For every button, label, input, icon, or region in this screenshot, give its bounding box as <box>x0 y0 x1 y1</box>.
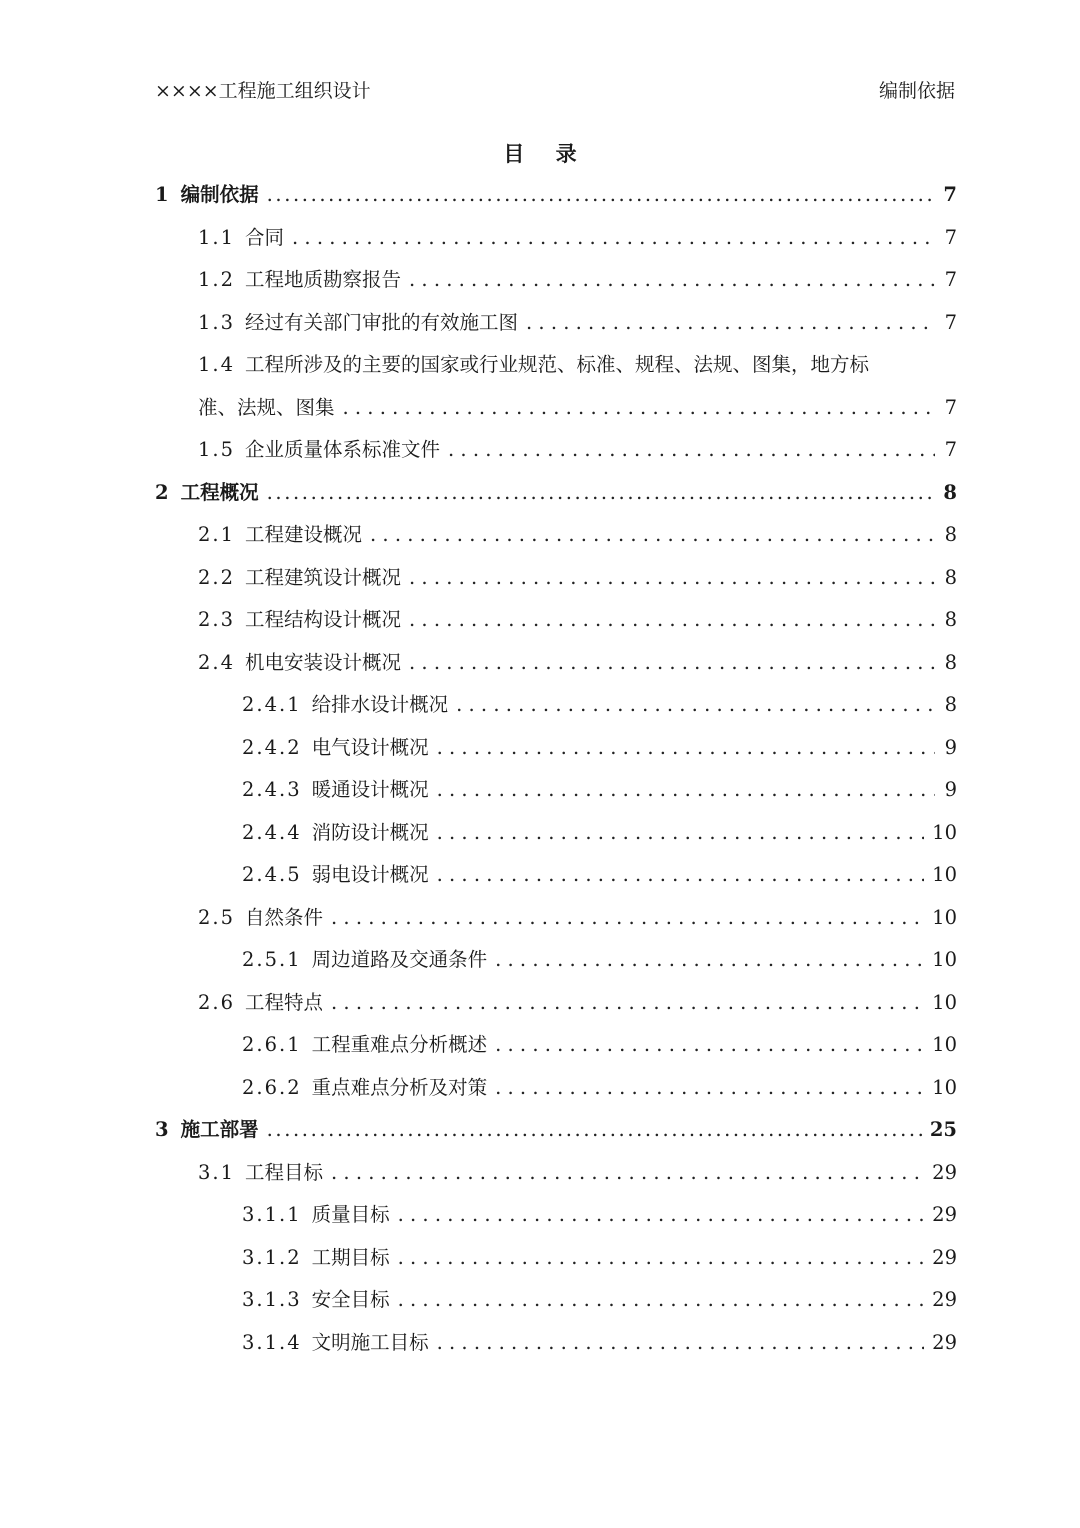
toc-entry-title: 自然条件 <box>245 905 324 929</box>
toc-entry-number: 1.1 <box>198 225 236 249</box>
toc-dot-leader <box>292 217 935 260</box>
toc-entry-page-number: 29 <box>932 1203 957 1226</box>
toc-entry[interactable] <box>155 812 957 855</box>
toc-dot-leader <box>331 897 924 940</box>
toc-entry-number: 1.4 <box>198 353 236 376</box>
toc-entry-page-number: 10 <box>932 863 957 886</box>
toc-entry-page-number: 9 <box>944 778 957 801</box>
toc-entry-title: 弱电设计概况 <box>311 863 429 886</box>
toc-entry[interactable] <box>155 939 957 982</box>
toc-entry-number: 1 <box>155 183 169 206</box>
toc-entry-title: 准、法规、图集 <box>198 395 335 419</box>
toc-entry-page-number: 8 <box>944 565 957 589</box>
toc-entry-number: 3 <box>155 1118 169 1141</box>
toc-entry-number: 2.4.3 <box>242 778 302 801</box>
toc-entry-page-number: 8 <box>944 523 957 546</box>
toc-dot-leader <box>398 1237 925 1280</box>
toc-entry[interactable] <box>155 1322 957 1365</box>
toc-dot-leader <box>495 939 924 982</box>
toc-entry[interactable] <box>155 472 957 515</box>
document-title: ××××工程施工组织设计 <box>155 80 371 102</box>
toc-entry-page-number: 10 <box>932 948 957 971</box>
toc-dot-leader <box>267 472 935 515</box>
toc-entry[interactable] <box>155 897 957 940</box>
toc-entry-page-number: 7 <box>944 310 957 334</box>
toc-dot-leader <box>343 387 935 430</box>
toc-entry-number: 2.4.2 <box>242 735 302 759</box>
toc-entry-page-number: 8 <box>944 650 957 674</box>
toc-dot-leader <box>437 1322 925 1365</box>
table-of-contents <box>155 174 957 1364</box>
toc-entry[interactable] <box>155 1067 957 1110</box>
toc-entry-number: 2.4 <box>198 650 236 674</box>
toc-dot-leader <box>495 1067 924 1110</box>
toc-entry-title: 电气设计概况 <box>311 735 429 759</box>
toc-dot-leader <box>409 642 935 685</box>
toc-dot-leader <box>409 599 935 642</box>
toc-entry-number: 1.5 <box>198 438 236 461</box>
toc-dot-leader <box>526 302 935 345</box>
toc-entry-title: 重点难点分析及对策 <box>311 1075 488 1099</box>
toc-dot-leader <box>370 514 935 557</box>
toc-entry[interactable] <box>155 642 957 685</box>
toc-dot-leader <box>331 982 924 1025</box>
toc-entry-number: 3.1.2 <box>242 1245 302 1269</box>
toc-entry-number: 2.6.1 <box>242 1033 302 1056</box>
toc-dot-leader <box>456 684 935 727</box>
toc-entry-title: 工程重难点分析概述 <box>311 1033 488 1056</box>
toc-dot-leader <box>398 1279 925 1322</box>
toc-dot-leader <box>437 769 935 812</box>
toc-entry[interactable] <box>155 514 957 557</box>
toc-entry-number: 2.6 <box>198 990 236 1014</box>
toc-entry-page-number: 29 <box>932 1160 957 1184</box>
toc-entry-number: 1.3 <box>198 310 236 334</box>
toc-entry[interactable] <box>155 982 957 1025</box>
toc-entry[interactable] <box>155 599 957 642</box>
toc-entry-number: 2 <box>155 480 169 504</box>
toc-entry-number: 2.4.4 <box>242 820 302 844</box>
toc-entry[interactable] <box>155 1279 957 1322</box>
toc-entry-page-number: 10 <box>932 820 957 844</box>
toc-dot-leader <box>409 259 935 302</box>
toc-dot-leader <box>398 1194 925 1237</box>
toc-dot-leader <box>267 174 935 217</box>
toc-entry-page-number: 10 <box>932 1033 957 1056</box>
toc-entry-title: 工期目标 <box>311 1245 390 1269</box>
page-header <box>155 76 955 104</box>
toc-entry-number: 2.1 <box>198 523 236 546</box>
toc-entry[interactable] <box>155 217 957 260</box>
toc-entry-page-number: 8 <box>943 480 957 504</box>
toc-entry-page-number: 8 <box>944 693 957 716</box>
toc-title: 目 录 <box>503 141 589 166</box>
toc-entry[interactable] <box>155 259 957 302</box>
toc-entry[interactable] <box>155 344 957 387</box>
toc-entry-number: 3.1.3 <box>242 1288 302 1311</box>
toc-dot-leader <box>437 854 925 897</box>
toc-dot-leader <box>437 727 935 770</box>
toc-entry-number: 2.6.2 <box>242 1075 302 1099</box>
toc-entry-number: 2.4.5 <box>242 863 302 886</box>
toc-entry-title: 文明施工目标 <box>311 1330 429 1354</box>
toc-entry-title: 安全目标 <box>311 1288 390 1311</box>
toc-dot-leader <box>409 557 935 600</box>
toc-entry-title: 给排水设计概况 <box>311 693 449 716</box>
toc-entry[interactable] <box>155 302 957 345</box>
toc-entry-number: 2.5.1 <box>242 948 302 971</box>
toc-entry[interactable] <box>155 854 957 897</box>
toc-dot-leader <box>495 1024 924 1067</box>
toc-entry-number: 2.5 <box>198 905 236 929</box>
toc-entry-title: 企业质量体系标准文件 <box>245 438 441 461</box>
toc-entry-page-number: 25 <box>929 1118 957 1141</box>
toc-entry-number: 2.3 <box>198 608 236 631</box>
toc-entry-page-number: 29 <box>932 1288 957 1311</box>
toc-entry-title: 合同 <box>245 225 285 249</box>
toc-entry-page-number: 29 <box>932 1245 957 1269</box>
toc-entry-title: 工程概况 <box>180 480 259 504</box>
toc-entry-number: 3.1.4 <box>242 1330 302 1354</box>
toc-entry-number: 1.2 <box>198 268 236 291</box>
toc-entry[interactable] <box>155 1237 957 1280</box>
toc-entry-page-number: 7 <box>944 395 957 419</box>
toc-entry[interactable] <box>155 1194 957 1237</box>
toc-dot-leader <box>267 1109 922 1152</box>
toc-entry-title: 工程所涉及的主要的国家或行业规范、标准、规程、法规、图集，地方标 <box>245 353 870 376</box>
toc-entry-title: 质量目标 <box>311 1203 390 1226</box>
toc-entry[interactable] <box>155 1024 957 1067</box>
toc-entry-title: 消防设计概况 <box>311 820 429 844</box>
toc-entry-number: 3.1.1 <box>242 1203 302 1226</box>
toc-entry-number: 2.2 <box>198 565 236 589</box>
toc-entry[interactable] <box>155 769 957 812</box>
toc-entry-title: 机电安装设计概况 <box>245 650 402 674</box>
toc-entry[interactable] <box>155 1152 957 1195</box>
toc-entry-page-number: 7 <box>944 268 957 291</box>
toc-entry[interactable] <box>155 557 957 600</box>
toc-entry-title: 周边道路及交通条件 <box>311 948 488 971</box>
toc-entry[interactable] <box>155 1109 957 1152</box>
toc-entry-title: 编制依据 <box>180 183 259 206</box>
toc-entry-title: 经过有关部门审批的有效施工图 <box>245 310 519 334</box>
toc-entry-number: 3.1 <box>198 1160 236 1184</box>
toc-entry-title: 工程地质勘察报告 <box>245 268 402 291</box>
toc-entry[interactable] <box>155 727 957 770</box>
section-name: 编制依据 <box>878 80 955 102</box>
toc-entry-page-number: 7 <box>944 225 957 249</box>
toc-entry[interactable] <box>155 387 957 430</box>
toc-entry-title: 暖通设计概况 <box>311 778 429 801</box>
toc-entry-title: 工程建设概况 <box>245 523 363 546</box>
toc-entry[interactable] <box>155 684 957 727</box>
toc-entry-title: 工程特点 <box>245 990 324 1014</box>
toc-entry-title: 工程建筑设计概况 <box>245 565 402 589</box>
toc-entry-page-number: 8 <box>944 608 957 631</box>
toc-entry-page-number: 9 <box>944 735 957 759</box>
toc-entry-page-number: 10 <box>932 905 957 929</box>
toc-entry-number: 2.4.1 <box>242 693 302 716</box>
toc-entry-page-number: 7 <box>943 183 957 206</box>
toc-entry-title: 施工部署 <box>180 1118 259 1141</box>
toc-entry[interactable] <box>155 174 957 217</box>
toc-entry-page-number: 10 <box>932 990 957 1014</box>
toc-entry-page-number: 29 <box>932 1330 957 1354</box>
toc-entry[interactable] <box>155 429 957 472</box>
toc-dot-leader <box>331 1152 924 1195</box>
toc-entry-title: 工程结构设计概况 <box>245 608 402 631</box>
toc-dot-leader <box>437 812 925 855</box>
toc-entry-page-number: 7 <box>944 438 957 461</box>
toc-entry-title: 工程目标 <box>245 1160 324 1184</box>
toc-dot-leader <box>448 429 935 472</box>
toc-entry-page-number: 10 <box>932 1075 957 1099</box>
